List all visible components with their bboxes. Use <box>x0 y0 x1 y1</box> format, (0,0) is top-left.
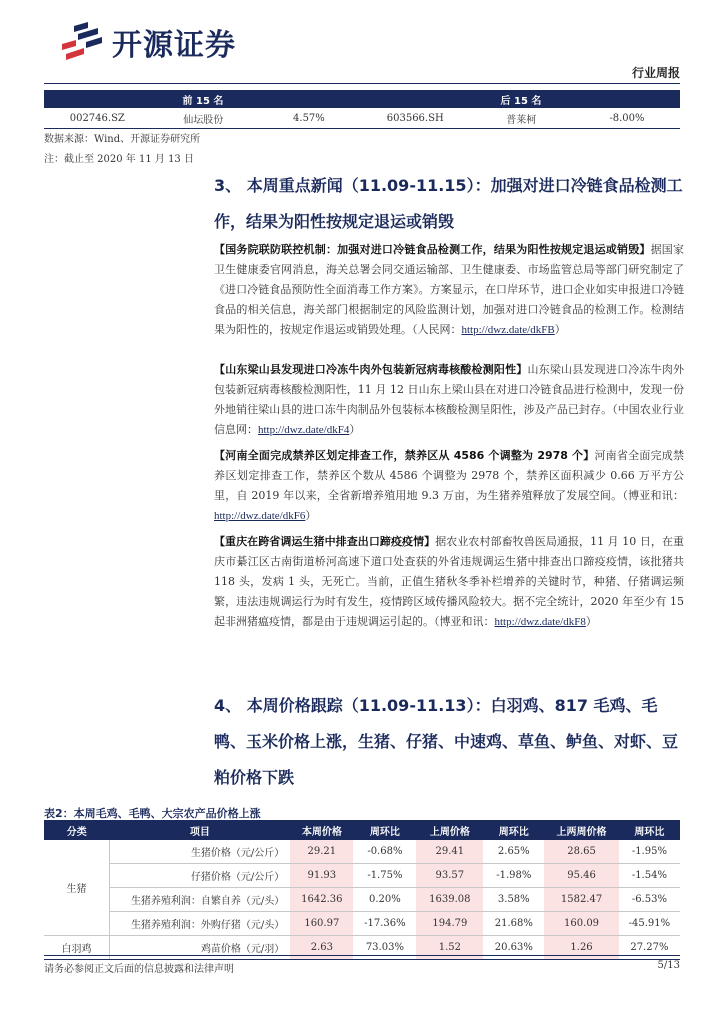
table-cell: 603566.SH <box>362 108 469 129</box>
table-cell: 73.03% <box>353 936 416 960</box>
news-body: 山东梁山县发现进口冷冻牛肉外包装新冠病毒核酸检测阳性，11 月 12 日山东上梁山县在对进口冷链食品进行检测中，发现一份外地销往梁山县的进口冻牛肉制品外包装标本核酸检测呈阳性，涉及产品已封存。（中国农业行业信息网： <box>214 363 685 436</box>
table-cell: 4.57% <box>256 108 362 129</box>
column-header: 上两周价格 <box>544 820 619 840</box>
table-cell: 002746.SZ <box>44 108 151 129</box>
item-cell: 仔猪价格（元/公斤） <box>109 864 290 888</box>
table-cell: -1.75% <box>353 864 416 888</box>
header-divider <box>44 83 680 84</box>
report-type: 行业周报 <box>631 66 680 80</box>
page-number: 5/13 <box>657 960 680 971</box>
news-tail: ） <box>305 509 317 522</box>
table-cell: -8.00% <box>574 108 680 129</box>
news-link[interactable]: http://dwz.date/dkF6 <box>214 510 306 522</box>
column-header: 项目 <box>109 820 290 840</box>
table-row <box>44 108 680 129</box>
news-item <box>214 532 684 632</box>
table-cell: 91.93 <box>290 864 353 888</box>
table-cell: 2.63 <box>290 936 353 960</box>
table-cell: 93.57 <box>416 864 483 888</box>
date-note: 注：截止至 2020 年 11 月 13 日 <box>44 154 194 165</box>
news-item <box>214 446 684 526</box>
table-cell: -1.98% <box>483 864 544 888</box>
table-cell: 1.26 <box>544 936 619 960</box>
table-cell: 2.65% <box>483 840 544 864</box>
top15-header: 前 15 名 <box>44 90 362 108</box>
section3-title: 3、 本周重点新闻（11.09-11.15）：加强对进口冷链食品检测工作，结果为阳性按规定退运或销毁 <box>214 176 683 231</box>
price-table <box>44 820 680 960</box>
table-cell: 3.58% <box>483 888 544 912</box>
table-cell: 1639.08 <box>416 888 483 912</box>
table-row <box>44 840 680 864</box>
table-cell: -1.54% <box>619 864 680 888</box>
bottom15-header: 后 15 名 <box>362 90 680 108</box>
table-row <box>44 912 680 936</box>
table-cell: 普莱柯 <box>469 108 574 129</box>
table-cell: -17.36% <box>353 912 416 936</box>
table-row <box>44 864 680 888</box>
company-logo <box>58 22 236 62</box>
table-cell: 160.97 <box>290 912 353 936</box>
news-tail: ） <box>349 423 361 436</box>
footer-divider <box>44 955 680 956</box>
table-cell: 1642.36 <box>290 888 353 912</box>
item-cell: 生猪养殖利润：自繁自养（元/头） <box>109 888 290 912</box>
news-lead: 【河南全面完成禁养区划定排查工作，禁养区从 4586 个调整为 2978 个】 <box>214 449 595 462</box>
table-cell: 21.68% <box>483 912 544 936</box>
top15-table <box>44 90 680 129</box>
table-cell: 0.20% <box>353 888 416 912</box>
table-row <box>44 888 680 912</box>
item-cell: 生猪价格（元/公斤） <box>109 840 290 864</box>
table-cell: 160.09 <box>544 912 619 936</box>
column-header: 上周价格 <box>416 820 483 840</box>
footer-disclaimer: 请务必参阅正文后面的信息披露和法律声明 <box>44 964 234 975</box>
logo-text: 开源证券 <box>112 28 236 63</box>
news-link[interactable]: http://dwz.date/dkF8 <box>494 616 586 628</box>
table-cell: -1.95% <box>619 840 680 864</box>
table-cell: 20.63% <box>483 936 544 960</box>
column-header: 周环比 <box>483 820 544 840</box>
table-cell: -0.68% <box>353 840 416 864</box>
news-lead: 【国务院联防联控机制：加强对进口冷链食品检测工作，结果为阳性按规定退运或销毁】 <box>214 243 651 256</box>
table-cell: 仙坛股份 <box>151 108 256 129</box>
section4-title: 4、 本周价格跟踪（11.09-11.13）：白羽鸡、817 毛鸡、毛鸭、玉米价格上涨，生猪、仔猪、中速鸡、草鱼、鲈鱼、对虾、豆粕价格下跌 <box>214 696 679 787</box>
logo-mark-icon <box>58 22 104 62</box>
news-body: 据农业农村部畜牧兽医局通报，11 月 10 日，在重庆市綦江区古南街道桥河高速下道口处查获的外省违规调运生猪中排查出口蹄疫疫情，该批猪共 118 头，发病 1 头，无死亡。当前，正值生猪秋冬季补栏增养的关键时节，种猪、仔猪调运频繁，违法违规调运行为时有发生，疫情跨区域传播风险较大。据不完全统计，2020 年至少有 15 起非洲猪瘟疫情，都是由于违规调运引起的。（博亚和讯： <box>214 535 685 628</box>
column-header: 周环比 <box>353 820 416 840</box>
table-cell: 28.65 <box>544 840 619 864</box>
table-cell: 29.21 <box>290 840 353 864</box>
news-lead: 【山东梁山县发现进口冷冻牛肉外包装新冠病毒核酸检测阳性】 <box>214 363 528 376</box>
table-cell: 29.41 <box>416 840 483 864</box>
table-cell: -6.53% <box>619 888 680 912</box>
table-cell: 1582.47 <box>544 888 619 912</box>
category-cell: 生猪 <box>44 840 109 936</box>
source-note: 数据来源：Wind、开源证券研究所 <box>44 134 201 145</box>
column-header: 周环比 <box>619 820 680 840</box>
news-link[interactable]: http://dwz.date/dkFB <box>461 324 555 336</box>
table-cell: 27.27% <box>619 936 680 960</box>
news-body: 据国家卫生健康委官网消息，海关总署会同交通运输部、卫生健康委、市场监管总局等部门研究制定了《进口冷链食品预防性全面消毒工作方案》。方案显示，在口岸环节，进口企业如实申报进口冷链食品的相关信息，海关部门根据制定的风险监测计划，加强对进口冷链食品的检测工作。检测结果为阳性的，按规定作退运或销毁处理。（人民网： <box>214 243 684 336</box>
news-body: 河南省全面完成禁养区划定排查工作，禁养区个数从 4586 个调整为 2978 个，禁养区面积减少 0.66 万平方公里，自 2019 年以来，全省新增养殖用地 9.3 万亩，为生猪养殖释放了发展空间。（博亚和讯： <box>214 449 685 502</box>
item-cell: 鸡苗价格（元/羽） <box>109 936 290 960</box>
price-table-title: 表2：本周毛鸡、毛鸭、大宗农产品价格上涨 <box>44 807 261 820</box>
table-cell: 1.52 <box>416 936 483 960</box>
news-tail: ） <box>585 615 597 628</box>
table-cell: 95.46 <box>544 864 619 888</box>
category-cell: 白羽鸡 <box>44 936 109 960</box>
table-cell: 194.79 <box>416 912 483 936</box>
news-tail: ） <box>554 323 566 336</box>
column-header: 分类 <box>44 820 109 840</box>
table-cell: -45.91% <box>619 912 680 936</box>
news-item <box>214 360 684 440</box>
column-header: 本周价格 <box>290 820 353 840</box>
item-cell: 生猪养殖利润：外购仔猪（元/头） <box>109 912 290 936</box>
news-link[interactable]: http://dwz.date/dkF4 <box>258 424 350 436</box>
news-lead: 【重庆在跨省调运生猪中排查出口蹄疫疫情】 <box>214 535 436 548</box>
news-item <box>214 240 684 340</box>
